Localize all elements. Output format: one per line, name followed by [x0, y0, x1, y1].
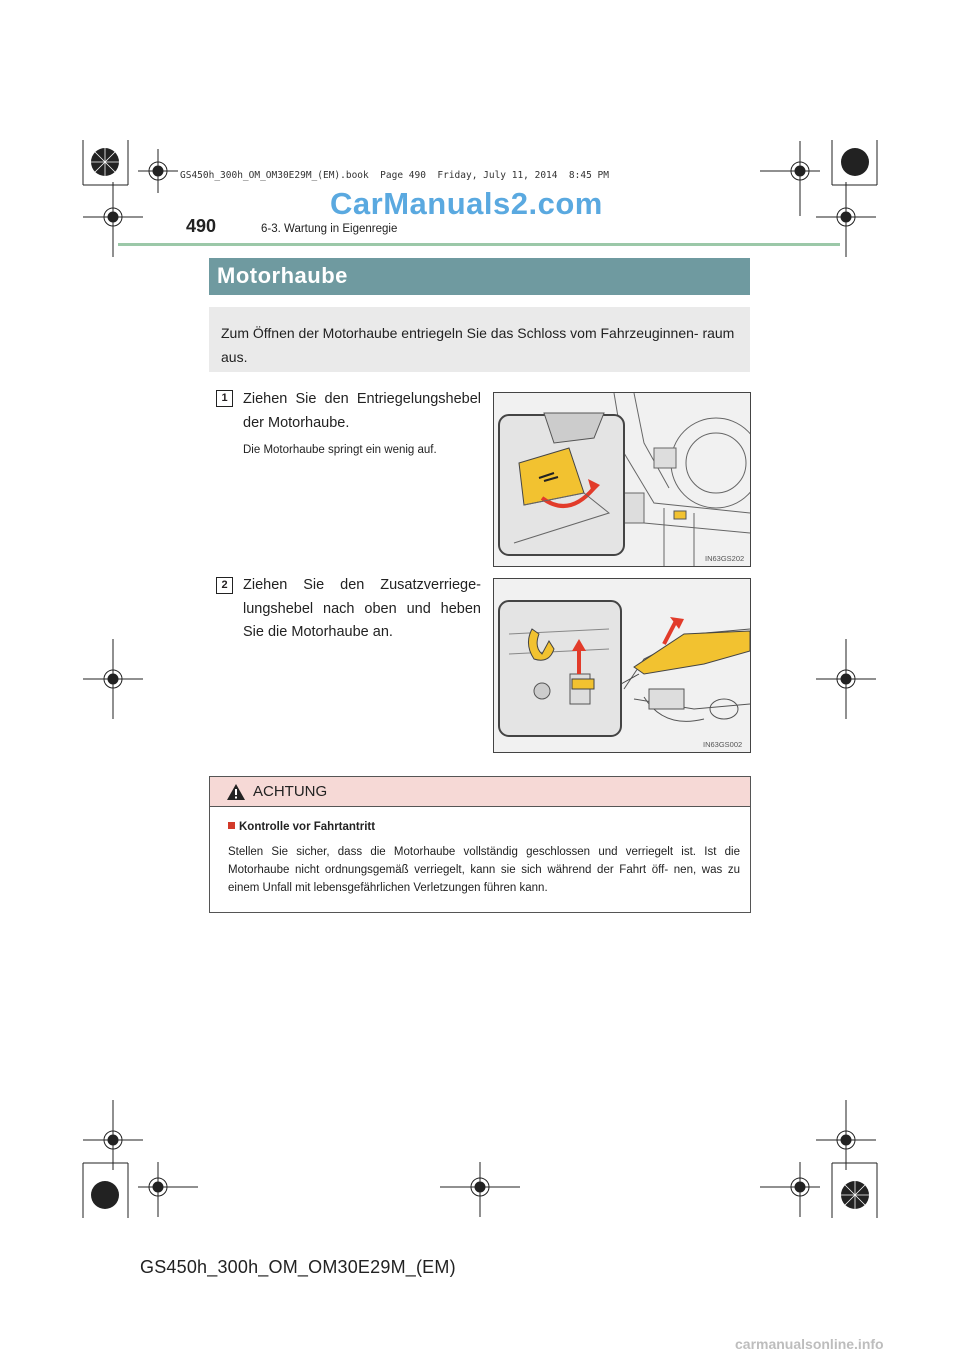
warning-text: Stellen Sie sicher, dass die Motorhaube vollständig geschlossen und verriegelt ist. Ist die Motorhaube nicht ordnungsgemäß verriegelt, kann sie sich während der Fahrt öff- nen, was zu einem Unfall mit lebensgefährlichen Verletzungen führen kann.	[228, 846, 740, 894]
hood-catch-illustration	[494, 579, 750, 752]
header-rule	[118, 243, 840, 246]
intro-text: Zum Öffnen der Motorhaube entriegeln Sie das Schloss vom Fahrzeuginnen- raum aus.	[221, 325, 735, 365]
step-sub-1: Die Motorhaube springt ein wenig auf.	[243, 444, 437, 456]
figure-hood-auxiliary-catch	[493, 578, 751, 753]
step-text-1: Ziehen Sie den Entriegelungshebel der Motorhaube.	[243, 391, 481, 431]
warning-item-title: Kontrolle vor Fahrtantritt	[239, 821, 376, 833]
figure-code-2: IN63GS002	[703, 740, 743, 749]
title-bar	[209, 258, 750, 295]
figure-code-1: IN63GS202	[705, 554, 745, 563]
hood-release-illustration	[494, 393, 750, 566]
step-number-2: 2	[216, 577, 233, 594]
warning-box	[209, 776, 751, 913]
footer-document-id: GS450h_300h_OM_OM30E29M_(EM)	[140, 1257, 456, 1277]
warning-triangle-icon	[226, 783, 246, 801]
intro-box	[209, 307, 750, 372]
print-info: GS450h_300h_OM_OM30E29M_(EM).book Page 490 Friday, July 11, 2014 8:45 PM	[180, 170, 609, 181]
page-title: Motorhaube	[217, 263, 348, 288]
watermark-bottom: carmanualsonline.info	[735, 1336, 884, 1352]
step-number-1: 1	[216, 390, 233, 407]
warning-header	[210, 777, 750, 807]
warning-item	[228, 821, 375, 833]
square-bullet-icon	[228, 822, 235, 829]
page-number: 490	[186, 216, 217, 236]
step-text-2: Ziehen Sie den Zusatzverriege- lungshebel nach oben und heben Sie die Motorhaube an.	[243, 577, 481, 640]
figure-hood-release-lever	[493, 392, 751, 567]
watermark-top: CarManuals2.com	[330, 186, 603, 221]
warning-title: ACHTUNG	[253, 783, 328, 800]
section-heading: 6-3. Wartung in Eigenregie	[261, 223, 398, 235]
